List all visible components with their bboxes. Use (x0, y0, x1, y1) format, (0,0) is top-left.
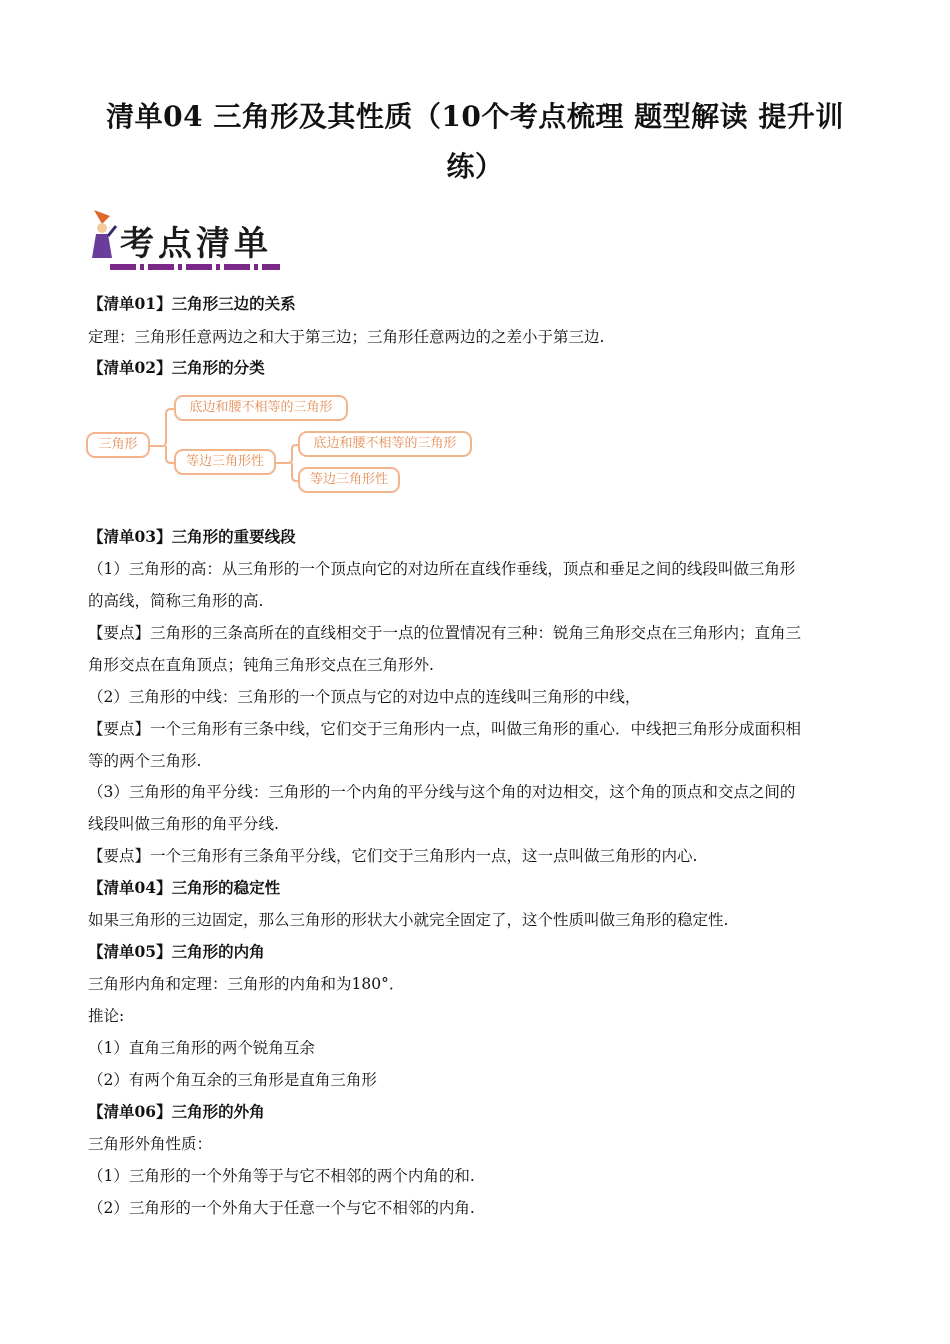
section-04-heading: 【清单04】三角形的稳定性 (88, 878, 281, 897)
logo-underline (110, 264, 280, 270)
mindmap-sub-1-node: 底边和腰不相等的三角形 (298, 431, 472, 457)
wizard-figure-icon (88, 206, 118, 266)
section-03-line: 等的两个三角形. (88, 752, 202, 770)
mindmap-branch-1-node: 底边和腰不相等的三角形 (174, 395, 348, 421)
logo-text: 考点清单 (120, 224, 272, 264)
section-04-body: 如果三角形的三边固定，那么三角形的形状大小就完全固定了，这个性质叫做三角形的稳定性. (88, 911, 729, 929)
section-03-line: 的高线，简称三角形的高. (88, 592, 264, 610)
section-06-line: （2）三角形的一个外角大于任意一个与它不相邻的内角. (88, 1199, 475, 1217)
section-03-line: 【要点】三角形的三条高所在的直线相交于一点的位置情况有三种：锐角三角形交点在三角形内；直角三 (88, 624, 802, 642)
section-01-heading: 【清单01】三角形三边的关系 (88, 294, 296, 313)
mindmap-root-node: 三角形 (86, 432, 150, 458)
section-06-line: 三角形外角性质： (88, 1135, 213, 1153)
triangle-classification-mindmap (84, 392, 484, 496)
mindmap-sub-2-node: 等边三角形性 (298, 467, 400, 493)
section-05-heading: 【清单05】三角形的内角 (88, 942, 265, 961)
section-03-line: 角形交点在直角顶点；钝角三角形交点在三角形外. (88, 656, 434, 674)
section-03-line: （2）三角形的中线：三角形的一个顶点与它的对边中点的连线叫三角形的中线， (88, 688, 641, 706)
section-05-line: （1）直角三角形的两个锐角互余 (88, 1039, 315, 1057)
section-03-line: 【要点】一个三角形有三条角平分线，它们交于三角形内一点，这一点叫做三角形的内心. (88, 847, 698, 865)
section-06-line: （1）三角形的一个外角等于与它不相邻的两个内角的和. (88, 1167, 475, 1185)
page-title (95, 92, 855, 192)
section-01-body: 定理：三角形任意两边之和大于第三边；三角形任意两边的之差小于第三边. (88, 328, 605, 346)
section-03-line: 【要点】一个三角形有三条中线，它们交于三角形内一点，叫做三角形的重心．中线把三角形分成面积相 (88, 720, 802, 738)
section-03-heading: 【清单03】三角形的重要线段 (88, 527, 296, 546)
section-05-line: 三角形内角和定理：三角形的内角和为180°． (88, 975, 405, 993)
title-line-1: 清单04 三角形及其性质（10个考点梳理 题型解读 提升训 (106, 100, 844, 133)
section-06-heading: 【清单06】三角形的外角 (88, 1102, 265, 1121)
section-05-line: 推论: (88, 1007, 125, 1025)
section-02-heading: 【清单02】三角形的分类 (88, 358, 265, 377)
section-05-line: （2）有两个角互余的三角形是直角三角形 (88, 1071, 377, 1089)
section-03-line: 线段叫做三角形的角平分线. (88, 815, 279, 833)
section-03-line: （1）三角形的高：从三角形的一个顶点向它的对边所在直线作垂线，顶点和垂足之间的线段叫做三角形 (88, 560, 796, 578)
mindmap-branch-2-node: 等边三角形性 (174, 449, 276, 475)
title-line-2: 练） (446, 150, 504, 183)
checklist-logo (88, 206, 288, 276)
section-03-line: （3）三角形的角平分线：三角形的一个内角的平分线与这个角的对边相交，这个角的顶点和交点之间的 (88, 783, 796, 801)
